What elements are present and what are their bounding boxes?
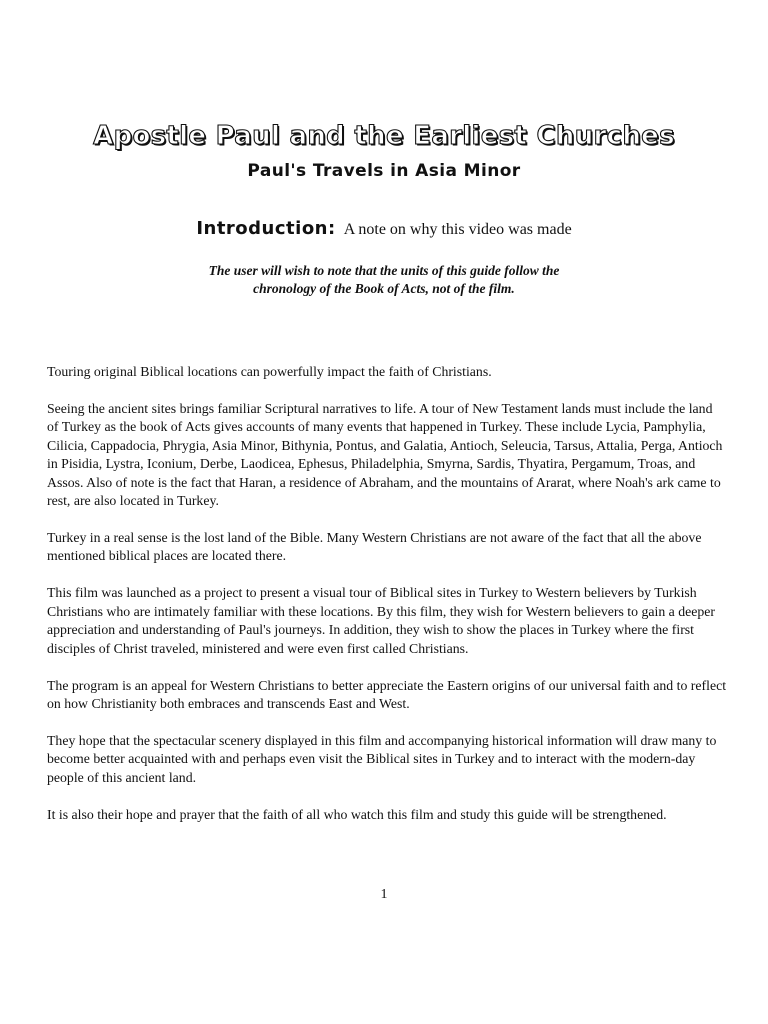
reader-note-line: chronology of the Book of Acts, not of the film. (253, 281, 515, 296)
paragraph: This film was launched as a project to present a visual tour of Biblical sites in Turkey to Western believers by Turkish Christians who are intimately familiar with these locations. By this film, they wish for Western believers to gain a deeper appreciation and understanding of Paul's journeys. In addition, they wish to show the places in Turkey where the first disciples of Christ traveled, ministered and were even first called Christians. (47, 585, 716, 656)
reader-note (0, 262, 768, 298)
page-number: 1 (380, 887, 388, 902)
page-title: Apostle Paul and the Earliest Churches (93, 121, 675, 151)
introduction-line (0, 215, 768, 244)
paragraph: They hope that the spectacular scenery displayed in this film and accompanying historical information will draw many to become better acquainted with and perhaps even visit the Biblical sites in Turkey and to interact with the modern-day people of this ancient land. (47, 733, 717, 785)
paragraph: Turkey in a real sense is the lost land of the Bible. Many Western Christians are not aware of the fact that all the above mentioned biblical places are located there. (47, 530, 702, 564)
reader-note-line: The user will wish to note that the units of this guide follow the (208, 263, 560, 278)
body-text (47, 363, 727, 843)
paragraph: It is also their hope and prayer that the faith of all who watch this film and study this guide will be strengthened. (47, 806, 667, 822)
introduction-heading: Introduction: (196, 218, 336, 239)
paragraph: The program is an appeal for Western Christians to better appreciate the Eastern origins of our universal faith and to reflect on how Christianity both embraces and transcends East and West. (47, 677, 727, 712)
introduction-subheading: A note on why this video was made (343, 221, 572, 238)
paragraph: Touring original Biblical locations can powerfully impact the faith of Christians. (47, 364, 492, 379)
paragraph: Seeing the ancient sites brings familiar Scriptural narratives to life. A tour of New Testament lands must include the land of Turkey as the book of Acts gives accounts of many events that happened in Turkey. These include Lycia, Pamphylia, Cilicia, Cappadocia, Phrygia, Asia Minor, Bithynia, Pontus, and Galatia, Antioch, Seleucia, Tarsus, Attalia, Perga, Antioch in Pisidia, Lystra, Iconium, Derbe, Laodicea, Ephesus, Philadelphia, Smyrna, Sardis, Thyatira, Pergamum, Troas, and Assos. Also of note is the fact that Haran, a residence of Abraham, and the mountains of Ararat, where Noah's ark came to rest, are also located in Turkey. (47, 401, 723, 509)
page-subtitle: Paul's Travels in Asia Minor (247, 161, 521, 181)
